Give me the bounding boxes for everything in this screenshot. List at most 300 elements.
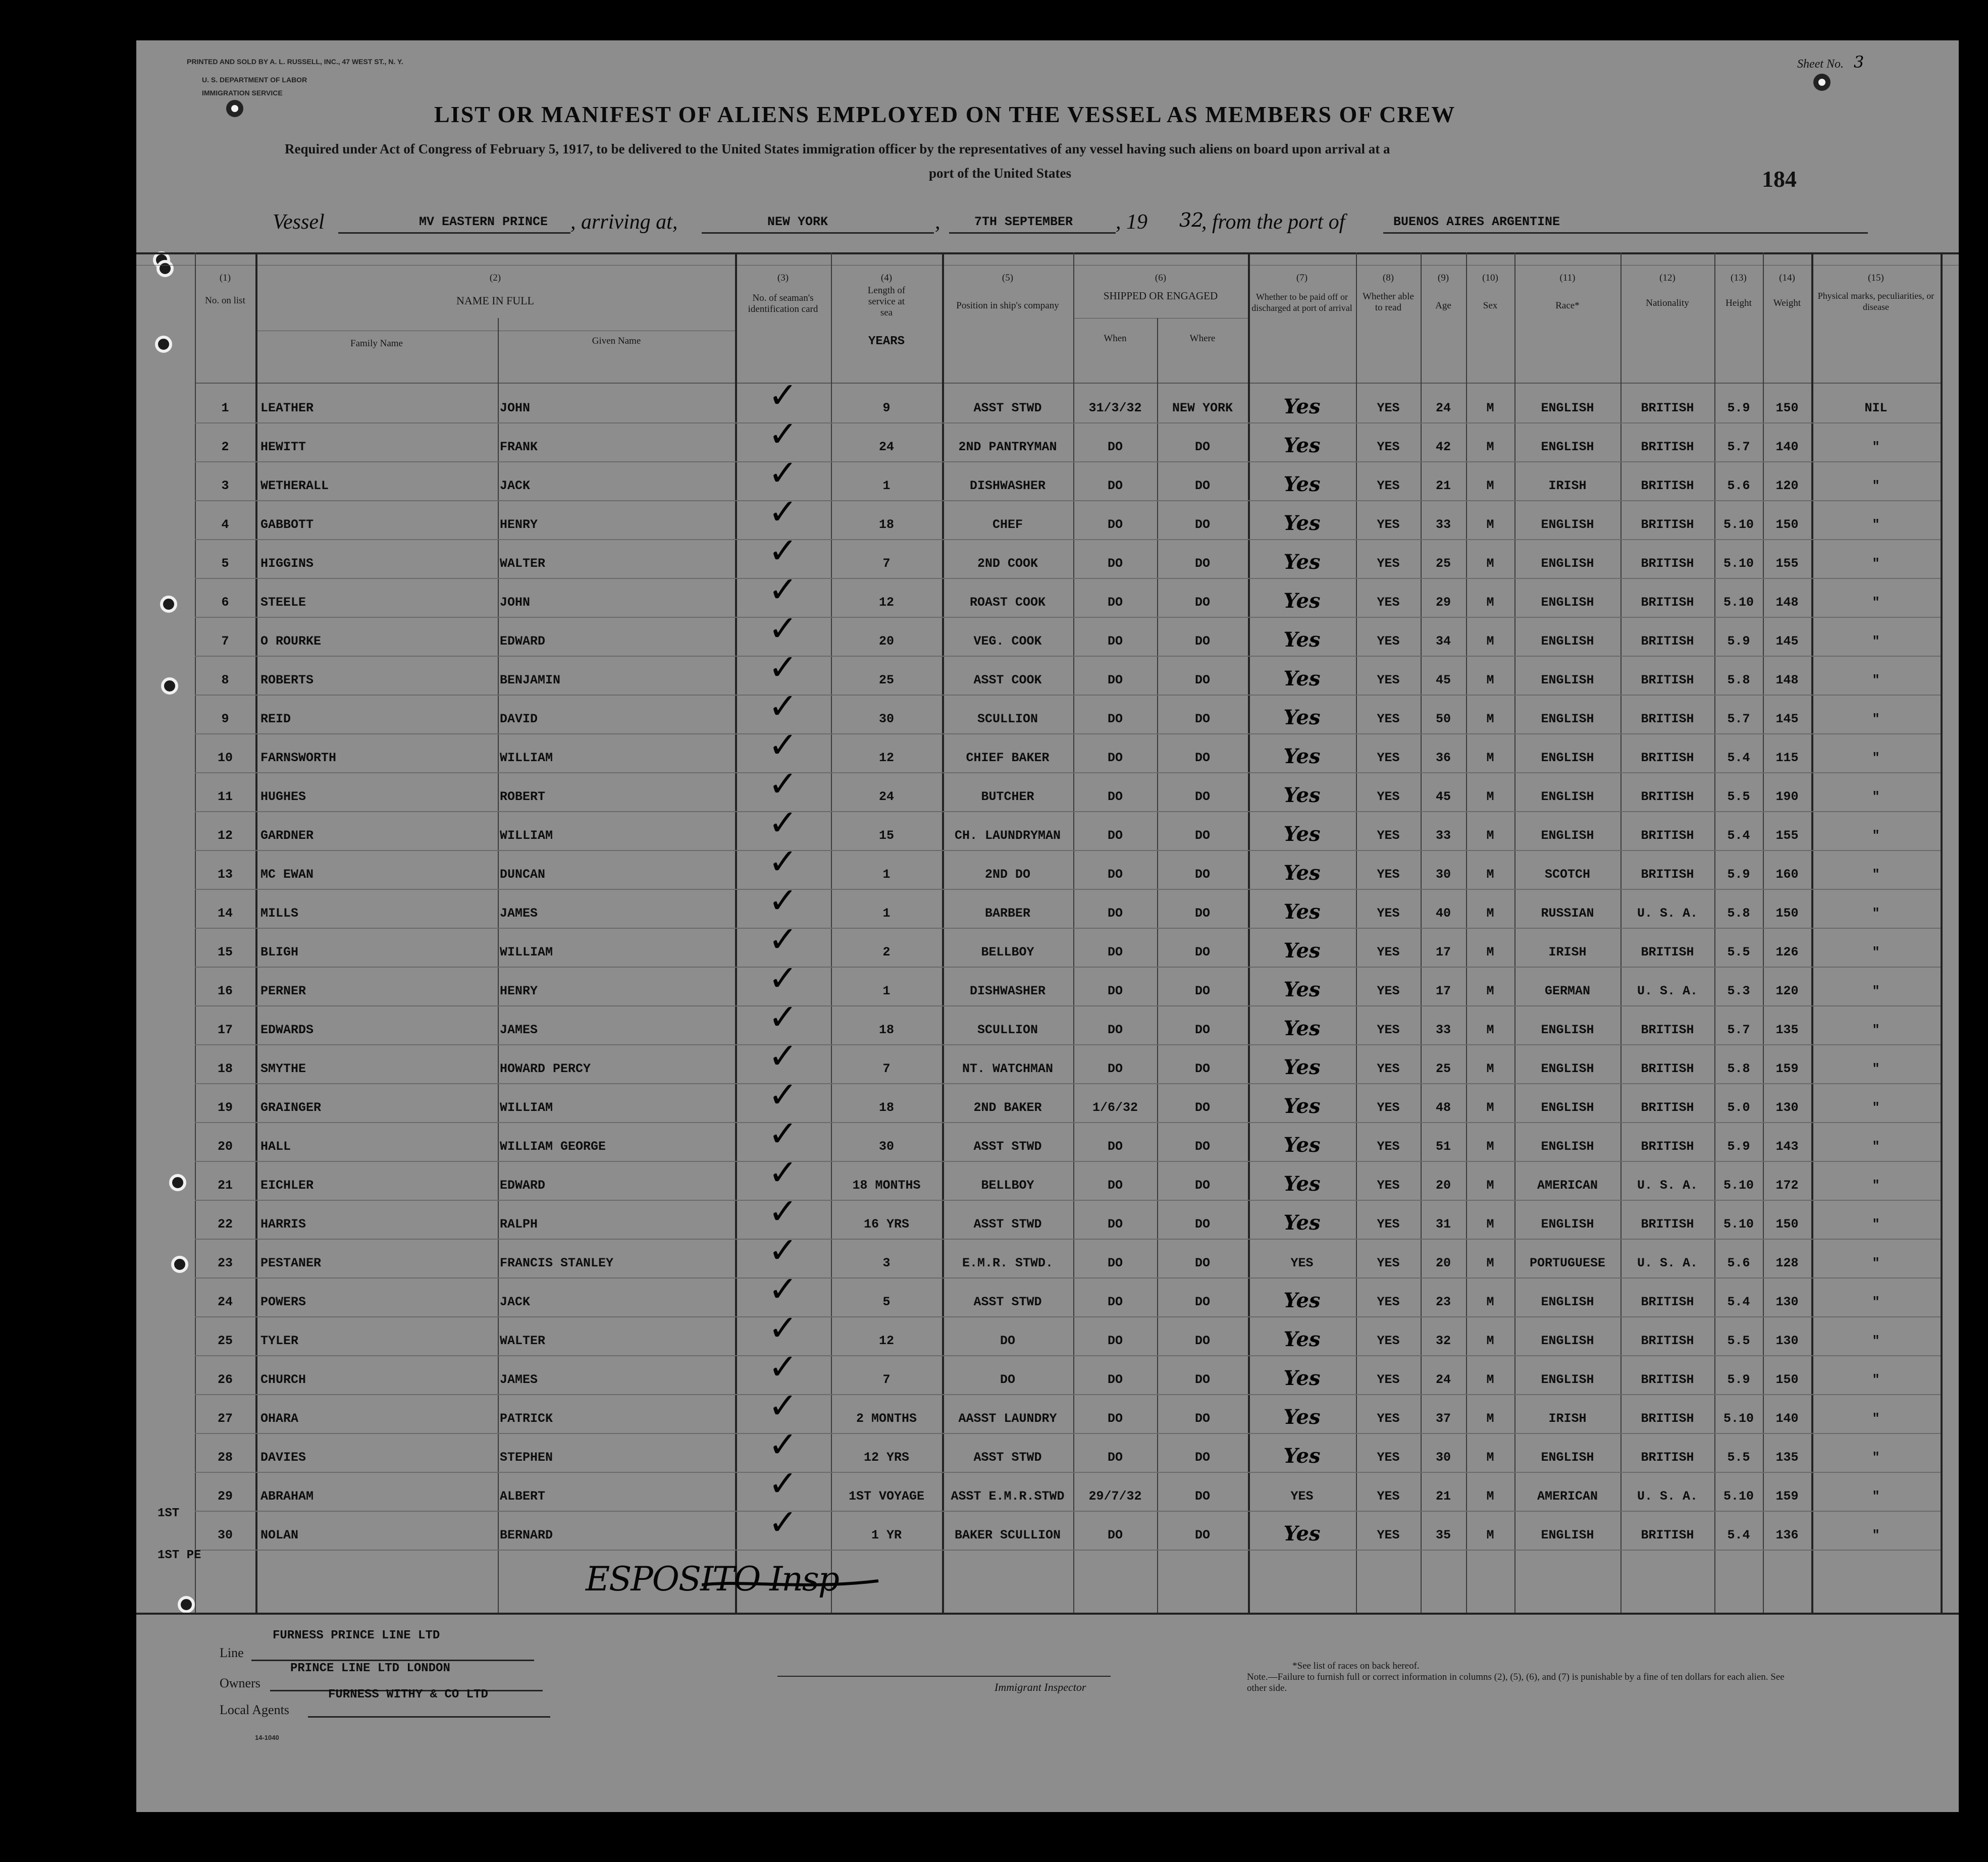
age: 32 [1435,1334,1451,1348]
given-name: WILLIAM [500,751,553,765]
age: 17 [1435,984,1451,998]
line-value: FURNESS PRINCE LINE LTD [273,1629,440,1642]
row-number: 20 [217,1139,233,1154]
given-name: STEPHEN [500,1450,553,1465]
id-card-check: ✓ [768,1463,798,1504]
id-card-check: ✓ [768,375,798,416]
id-card-check: ✓ [768,413,798,455]
row-number: 12 [217,828,233,843]
table-row-rule [195,1083,1941,1084]
subtitle-line-2: port of the United States [929,166,1071,181]
paid-off: Yes [1283,1405,1321,1429]
given-name: BENJAMIN [500,673,561,687]
able-to-read: YES [1377,1295,1400,1309]
paid-off: Yes [1283,978,1321,1001]
height: 5.5 [1727,1450,1750,1465]
nationality: BRITISH [1641,1100,1694,1115]
table-row-rule [195,578,1941,579]
row-number: 5 [221,556,229,571]
family-name: NOLAN [260,1528,299,1542]
given-name: WILLIAM [500,945,553,960]
arriving-label: , arriving at, [570,210,678,234]
family-name: HIGGINS [260,556,314,571]
id-card-check: ✓ [768,1268,798,1310]
physical-marks: " [1872,1217,1880,1232]
family-name: GARDNER [260,828,314,843]
row-number: 7 [221,634,229,649]
shipped-where: DO [1194,828,1210,843]
table-row-rule [195,1472,1941,1473]
position: ASST STWD [973,1139,1042,1154]
shipped-where: DO [1194,945,1210,960]
shipped-when: DO [1107,1528,1123,1542]
family-name: ROBERTS [260,673,314,687]
year-value: 32 [1179,209,1204,231]
table-row-rule [195,422,1941,423]
sex: M [1486,1334,1494,1348]
shipped-when: DO [1107,828,1123,843]
height: 5.3 [1727,984,1750,998]
paid-off: YES [1290,1489,1314,1504]
height: 5.6 [1727,478,1750,493]
family-name: DAVIES [260,1450,306,1465]
paid-off: Yes [1283,1327,1321,1351]
page-number: 184 [1762,166,1797,192]
col-paid-off: Whether to be paid off or discharged at port of arrival [1251,292,1352,313]
able-to-read: YES [1377,1023,1400,1037]
physical-marks: " [1872,1061,1880,1076]
physical-marks: " [1872,828,1880,843]
nationality: BRITISH [1641,789,1694,804]
row-number: 16 [217,984,233,998]
weight: 135 [1775,1450,1799,1465]
able-to-read: YES [1377,478,1400,493]
col-sex: Sex [1483,300,1498,311]
service-length: 3 [882,1256,891,1270]
weight: 172 [1775,1178,1799,1193]
paid-off: YES [1290,1256,1314,1270]
shipped-when: DO [1107,517,1123,532]
col-height: Height [1725,298,1752,308]
nationality: BRITISH [1641,712,1694,726]
age: 25 [1435,1061,1451,1076]
table-column-rule [255,252,257,1613]
table-row-rule [195,656,1941,657]
able-to-read: YES [1377,517,1400,532]
given-name: HENRY [500,984,538,998]
shipped-when: DO [1107,595,1123,610]
service-length: 1 [882,906,891,921]
manifest-sheet: PRINTED AND SOLD BY A. L. RUSSELL, INC., 47 WEST ST., N. Y. U. S. DEPARTMENT OF LABOR IMMIGRATION SERVICE Sheet No. 3 184 LIST OR MANIFEST OF ALIENS EMPLOYED ON THE VESSEL AS MEMBERS OF CREW Required under Act of Congress of February 5, 1917, to be delivered to the United States immigration officer by the representatives of any vessel having such aliens on board upon arrival at a port of the United States Vessel MV EASTERN PRINCE , arriving at, NEW YORK , 7TH SEPTEMBER , 19 32 , from the port of BUENOS AIRES ARGENTINE (1) No. on list (2) NAME IN FULL Family Name Given Name (3) No. of seaman's identification card (4) Length of service at sea YEARS (5) Position in ship's company (6) SHIPPED OR ENGAGED When Where (7) Whether to be paid off or discharged at port of arrival (8) Whether able to read (9) Age (10) Sex (11) Race* (12) Nationality (13) Height (14) Weight (15) Physical marks, peculiarities, or disease 1 LEATHER JOHN ✓ 9 ASST STWD 31/3/32 NEW YORK Yes YES 24 M ENGLISH BRITISH 5.9 150 NIL 2 HEWITT FRANK ✓ 24 2ND PANTRYMAN DO DO Yes YES 42 M ENGLISH BRITISH 5.7 140 " 3 WETHERALL JACK ✓ 1 DISHWASHER DO DO Yes YES 21 M IRISH BRITISH 5.6 120 " 4 GABBOTT HENRY ✓ 18 CHEF DO DO Yes YES 33 M ENGLISH BRITISH 5.10 150 " 5 HIGGINS WALTER ✓ 7 2ND COOK DO DO Yes YES 25 M ENGLISH BRITISH 5.10 155 " 6 STEELE JOHN ✓ 12 ROAST COOK DO DO Yes YES 29 M ENGLISH BRITISH 5.10 148 " 7 O ROURKE EDWARD ✓ 20 VEG. COOK DO DO Yes YES 34 M ENGLISH BRITISH 5.9 145 " 8 ROBERTS BENJAMIN ✓ 25 ASST COOK DO DO Yes YES 45 M ENGLISH BRITISH 5.8 148 " 9 REID DAVID ✓ 30 SCULLION DO DO Yes YES 50 M ENGLISH BRITISH 5.7 145 " 10 FARNSWORTH WILLIAM ✓ 12 CHIEF BAKER DO DO Yes YES 36 M ENGLISH BRITISH 5.4 115 " 11 HUGHES ROBERT ✓ 24 BUTCHER DO DO Yes YES 45 M ENGLISH BRITISH 5.5 190 " 12 GARDNER WILLIAM ✓ 15 CH. LAUNDRYMAN DO DO Yes YES 33 M ENGLISH BRITISH 5.4 155 " 13 MC EWAN DUNCAN ✓ 1 2ND DO DO DO Yes YES 30 M SCOTCH BRITISH 5.9 160 " 14 MILLS JAMES ✓ 1 BARBER DO DO Yes YES 40 M RUSSIAN U. S. A. 5.8 150 " 15 BLIGH WILLIAM ✓ 2 BELLBOY DO DO Yes YES 17 M IRISH BRITISH 5.5 126 " 16 PERNER HENRY ✓ 1 DISHWASHER DO DO Yes YES 17 M GERMAN U. S. A. 5.3 120 " 17 EDWARDS JAMES ✓ 18 SCULLION DO DO Yes YES 33 M ENGLISH BRITISH 5.7 135 " 18 SMYTHE HOWARD PERCY ✓ 7 NT. WATCHMAN DO DO Yes YES 25 M ENGLISH BRITISH 5.8 159 " 19 GRAINGER WILLIAM ✓ 18 2ND BAKER 1/6/32 DO Yes YES 48 M ENGLISH BRITISH 5.0 130 " 20 HALL WILLIAM GEORGE ✓ 30 ASST STWD DO DO Yes YES 51 M ENGLISH BRITISH 5.9 143 " 21 EICHLER EDWARD ✓ 18 MONTHS BELLBOY DO DO Yes YES 20 M AMERICAN U. S. A. 5.10 172 " 22 HARRIS RALPH ✓ 16 YRS ASST STWD DO DO Yes YES 31 M ENGLISH BRITISH 5.10 150 " 23 PESTANER FRANCIS STANLEY ✓ 3 E.M.R. STWD. DO DO YES YES 20 M PORTUGUESE U. S. A. 5.6 128 " 24 POWERS JACK ✓ 5 ASST STWD DO DO Yes YES 23 M ENGLISH BRITISH 5.4 130 " 25 TYLER WALTER ✓ 12 DO DO DO Yes YES 32 M ENGLISH BRITISH 5.5 130 " 26 CHURCH JAMES ✓ 7 DO DO DO Yes YES 24 M ENGLISH BRITISH 5.9 150 " 27 OHARA PATRICK ✓ 2 MONTHS AASST LAUNDRY DO DO Yes YES 37 M IRISH BRITISH 5.10 140 " 28 DAVIES STEPHEN ✓ 12 YRS ASST STWD DO DO Yes YES 30 M ENGLISH BRITISH 5.5 135 " 29 ABRAHAM ALBERT ✓ 1ST VOYAGE ASST E.M.R.STWD 29/7/32 DO YES YES 21 M AMERICAN U. S. A. 5.10 159 " 30 NOLAN BERNARD ✓ 1 YR BAKER SCULLION DO DO Yes YES 35 M ENGLISH BRITISH 5.4 136 " 1ST 1ST PE ESPOSITO Insp Line FURNESS PRINCE LINE LTD Owners PRINCE LINE LTD LONDON Local Agents FURNESS WITHY & CO LTD 14-1040 Immigrant Inspector *See list of races on back hereof. Note.—Failure to furnish full or correct information in columns (2), (5), (6), and (7) is punishable by a fine of ten dollars for each alien. See other side. [136,40,1959,1812]
paid-off: Yes [1283,706,1321,729]
weight: 135 [1775,1023,1799,1037]
shipped-where: DO [1194,1256,1210,1270]
row-number: 17 [217,1023,233,1037]
height: 5.10 [1723,556,1754,571]
inspector-label: Immigrant Inspector [995,1681,1086,1693]
race: GERMAN [1544,984,1590,998]
shipped-where: DO [1194,789,1210,804]
race: ENGLISH [1541,828,1594,843]
weight: 126 [1775,945,1799,960]
weight: 148 [1775,673,1799,687]
shipped-where: DO [1194,595,1210,610]
shipped-when: DO [1107,1295,1123,1309]
col-weight: Weight [1773,298,1801,308]
paid-off: Yes [1283,1211,1321,1235]
physical-marks: " [1872,945,1880,960]
family-name: HUGHES [260,789,306,804]
weight: 190 [1775,789,1799,804]
physical-marks: " [1872,1139,1880,1154]
paid-off: Yes [1283,939,1321,963]
paid-off: Yes [1283,1444,1321,1468]
family-name: POWERS [260,1295,306,1309]
position: BELLBOY [981,1178,1034,1193]
family-name: REID [260,712,291,726]
physical-marks: " [1872,1023,1880,1037]
sex: M [1486,673,1494,687]
shipped-where: DO [1194,1217,1210,1232]
shipped-when: DO [1107,945,1123,960]
nationality: BRITISH [1641,1372,1694,1387]
id-card-check: ✓ [768,724,798,766]
col-able-to-read: Whether able to read [1363,291,1414,313]
shipped-when: DO [1107,1178,1123,1193]
physical-marks: " [1872,634,1880,649]
height: 5.10 [1723,517,1754,532]
able-to-read: YES [1377,751,1400,765]
nationality: BRITISH [1641,1450,1694,1465]
id-card-check: ✓ [768,685,798,727]
age: 45 [1435,789,1451,804]
able-to-read: YES [1377,945,1400,960]
position: ASST STWD [973,1295,1042,1309]
table-row-rule [195,461,1941,462]
table-row-rule [195,695,1941,696]
line-label: Line [220,1645,244,1660]
height: 5.4 [1727,828,1750,843]
paid-off: Yes [1283,1133,1321,1157]
shipped-where: DO [1194,440,1210,454]
shipped-where: DO [1194,906,1210,921]
race: ENGLISH [1541,1139,1594,1154]
id-card-check: ✓ [768,919,798,960]
departure-port: BUENOS AIRES ARGENTINE [1393,215,1560,229]
age: 29 [1435,595,1451,610]
physical-marks: NIL [1864,401,1888,415]
given-name: JAMES [500,1372,538,1387]
age: 33 [1435,1023,1451,1037]
height: 5.9 [1727,634,1750,649]
shipped-where: DO [1194,1023,1210,1037]
race: ENGLISH [1541,595,1594,610]
shipped-where: DO [1194,634,1210,649]
service-length: 1 [882,867,891,882]
id-card-check: ✓ [768,1113,798,1154]
row-number: 24 [217,1295,233,1309]
service-length: 20 [878,634,894,649]
row-number: 29 [217,1489,233,1504]
shipped-where: DO [1194,751,1210,765]
id-card-check: ✓ [768,452,798,494]
punch-hole-icon [160,596,177,613]
able-to-read: YES [1377,1411,1400,1426]
table-row-rule [195,1278,1941,1279]
physical-marks: " [1872,1295,1880,1309]
height: 5.8 [1727,906,1750,921]
physical-marks: " [1872,1411,1880,1426]
race: ENGLISH [1541,1023,1594,1037]
family-name: CHURCH [260,1372,306,1387]
physical-marks: " [1872,1100,1880,1115]
row-number: 15 [217,945,233,960]
family-name: SMYTHE [260,1061,306,1076]
given-name: EDWARD [500,634,546,649]
id-card-check: ✓ [768,1191,798,1232]
age: 33 [1435,517,1451,532]
age: 33 [1435,828,1451,843]
sex: M [1486,401,1494,415]
family-name: ABRAHAM [260,1489,314,1504]
col-length-of-service: Length of service at sea [867,285,906,318]
age: 30 [1435,1450,1451,1465]
height: 5.10 [1723,1178,1754,1193]
table-column-rule [831,252,832,1613]
service-length: 2 [882,945,891,960]
physical-marks: " [1872,984,1880,998]
able-to-read: YES [1377,906,1400,921]
service-length: 1ST VOYAGE [848,1489,925,1504]
nationality: BRITISH [1641,556,1694,571]
shipped-when: DO [1107,1256,1123,1270]
nationality: U. S. A. [1637,1256,1698,1270]
nationality: BRITISH [1641,1411,1694,1426]
given-name: ALBERT [500,1489,546,1504]
service-length: 15 [878,828,894,843]
given-name: JACK [500,1295,531,1309]
paid-off: Yes [1283,861,1321,885]
weight: 120 [1775,478,1799,493]
service-length: 30 [878,712,894,726]
weight: 120 [1775,984,1799,998]
race: ENGLISH [1541,634,1594,649]
position: CHIEF BAKER [966,751,1050,765]
shipped-where: DO [1194,1295,1210,1309]
sex: M [1486,556,1494,571]
service-length: 18 [878,1100,894,1115]
shipped-when: DO [1107,751,1123,765]
age: 23 [1435,1295,1451,1309]
age: 24 [1435,1372,1451,1387]
shipped-when: DO [1107,673,1123,687]
shipped-when: DO [1107,1411,1123,1426]
shipped-when: 31/3/32 [1088,401,1142,415]
family-name: OHARA [260,1411,299,1426]
sex: M [1486,595,1494,610]
race: ENGLISH [1541,517,1594,532]
vessel-label: Vessel [273,210,325,234]
id-card-check: ✓ [768,1035,798,1077]
id-card-check: ✓ [768,491,798,533]
race: IRISH [1548,478,1587,493]
margin-mark: 1ST [158,1507,180,1520]
races-note: *See list of races on back hereof. [1292,1661,1420,1671]
row-number: 9 [221,712,229,726]
paid-off: Yes [1283,667,1321,690]
service-length: 24 [878,789,894,804]
weight: 128 [1775,1256,1799,1270]
weight: 143 [1775,1139,1799,1154]
able-to-read: YES [1377,867,1400,882]
table-column-rule [1763,252,1764,1613]
race: AMERICAN [1537,1489,1598,1504]
height: 5.5 [1727,789,1750,804]
paid-off: Yes [1283,550,1321,574]
printer-imprint: PRINTED AND SOLD BY A. L. RUSSELL, INC., 47 WEST ST., N. Y. [187,58,403,66]
table-column-rule [1714,252,1715,1613]
able-to-read: YES [1377,984,1400,998]
race: ENGLISH [1541,1372,1594,1387]
race: ENGLISH [1541,1295,1594,1309]
able-to-read: YES [1377,712,1400,726]
weight: 160 [1775,867,1799,882]
given-name: JACK [500,478,531,493]
able-to-read: YES [1377,556,1400,571]
age: 17 [1435,945,1451,960]
given-name: HENRY [500,517,538,532]
height: 5.6 [1727,1256,1750,1270]
punch-hole-icon [161,677,178,695]
age: 21 [1435,1489,1451,1504]
nationality: BRITISH [1641,1139,1694,1154]
nationality: BRITISH [1641,673,1694,687]
able-to-read: YES [1377,440,1400,454]
paid-off: Yes [1283,744,1321,768]
row-number: 19 [217,1100,233,1115]
service-length: 2 MONTHS [856,1411,917,1426]
table-column-rule [1941,252,1943,1613]
table-row-rule [195,889,1941,890]
id-card-check: ✓ [768,647,798,688]
given-name: JAMES [500,1023,538,1037]
position: E.M.R. STWD. [962,1256,1054,1270]
position: ASST E.M.R.STWD [951,1489,1065,1504]
col-race: Race* [1555,300,1580,311]
race: ENGLISH [1541,789,1594,804]
weight: 136 [1775,1528,1799,1542]
shipped-where: DO [1194,1372,1210,1387]
col-position: Position in ship's company [956,300,1059,311]
height: 5.0 [1727,1100,1750,1115]
given-name: FRANCIS STANLEY [500,1256,614,1270]
family-name: MILLS [260,906,299,921]
shipped-when: DO [1107,1061,1123,1076]
sex: M [1486,945,1494,960]
race: ENGLISH [1541,1217,1594,1232]
weight: 155 [1775,556,1799,571]
punch-hole-icon [226,100,243,117]
shipped-where: DO [1194,1100,1210,1115]
shipped-when: DO [1107,1450,1123,1465]
age: 50 [1435,712,1451,726]
able-to-read: YES [1377,1061,1400,1076]
sex: M [1486,1295,1494,1309]
table-row-rule [195,1239,1941,1240]
id-card-check: ✓ [768,957,798,999]
service-length: 12 [878,595,894,610]
table-row-rule [195,1200,1941,1201]
position: AASST LAUNDRY [958,1411,1057,1426]
physical-marks: " [1872,712,1880,726]
table-row-rule [195,811,1941,812]
shipped-where: DO [1194,984,1210,998]
col-shipped-engaged: SHIPPED OR ENGAGED [1103,290,1218,302]
family-name: HEWITT [260,440,306,454]
sex: M [1486,1217,1494,1232]
race: PORTUGUESE [1529,1256,1606,1270]
able-to-read: YES [1377,1489,1400,1504]
weight: 140 [1775,440,1799,454]
arrival-port: NEW YORK [767,215,828,229]
shipped-when: DO [1107,1334,1123,1348]
nationality: BRITISH [1641,401,1694,415]
sex: M [1486,1528,1494,1542]
given-name: EDWARD [500,1178,546,1193]
shipped-where: DO [1194,517,1210,532]
position: 2ND BAKER [973,1100,1042,1115]
shipped-when: DO [1107,1023,1123,1037]
position: DO [1000,1334,1015,1348]
paid-off: Yes [1283,1055,1321,1079]
shipped-where: DO [1194,1139,1210,1154]
nationality: BRITISH [1641,478,1694,493]
position: ROAST COOK [969,595,1046,610]
service-length: 30 [878,1139,894,1154]
sex: M [1486,1411,1494,1426]
family-name: WETHERALL [260,478,329,493]
table-row-rule [195,1433,1941,1434]
race: ENGLISH [1541,712,1594,726]
shipped-when: 29/7/32 [1088,1489,1142,1504]
subtitle-line-1: Required under Act of Congress of February 5, 1917, to be delivered to the United States immigration officer by the representatives of any vessel having such aliens on board upon arrival at a [285,141,1390,156]
age: 36 [1435,751,1451,765]
id-card-check: ✓ [768,1230,798,1271]
paid-off: Yes [1283,434,1321,457]
able-to-read: YES [1377,1178,1400,1193]
sheet-number: 3 [1853,52,1864,72]
punch-hole-icon [169,1174,186,1191]
able-to-read: YES [1377,1372,1400,1387]
service-length: 7 [882,556,891,571]
arrival-date: 7TH SEPTEMBER [974,215,1073,229]
paid-off: Yes [1283,900,1321,924]
shipped-where: DO [1194,1489,1210,1504]
given-name: WILLIAM [500,828,553,843]
col-age: Age [1435,300,1451,311]
table-row-rule [195,1355,1941,1356]
physical-marks: " [1872,906,1880,921]
sex: M [1486,634,1494,649]
given-name: WILLIAM [500,1100,553,1115]
position: ASST STWD [973,401,1042,415]
given-name: JOHN [500,401,531,415]
signature-stroke [702,1575,883,1595]
weight: 150 [1775,1372,1799,1387]
physical-marks: " [1872,867,1880,882]
paid-off: Yes [1283,1289,1321,1312]
service-length: 24 [878,440,894,454]
